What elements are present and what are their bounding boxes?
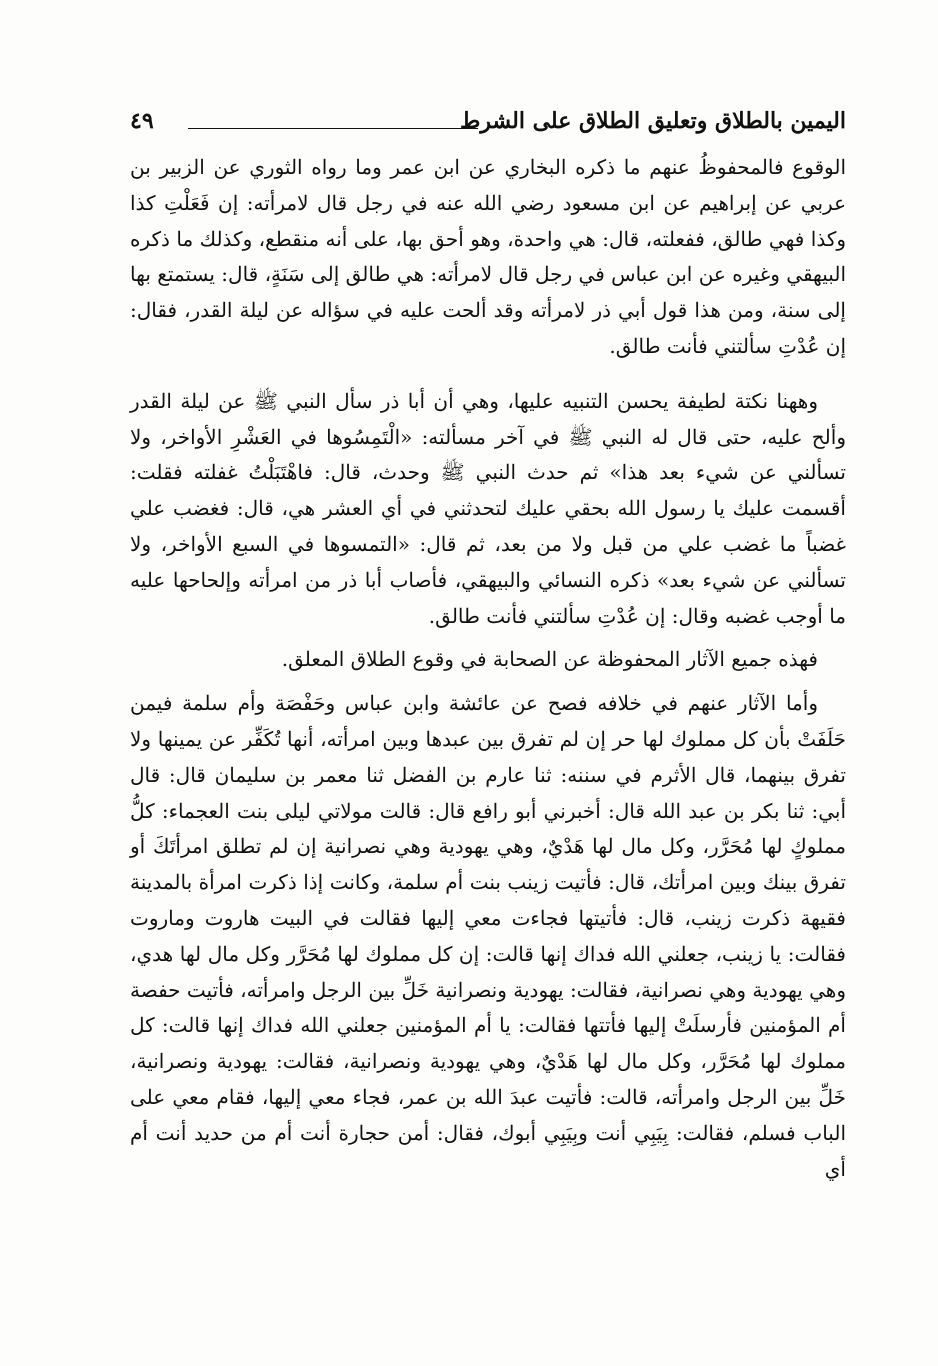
page-number: ٤٩ xyxy=(130,108,154,134)
header-rule xyxy=(188,128,478,129)
paragraph-2: وههنا نكتة لطيفة يحسن التنبيه عليها، وهي أن أبا ذر سأل النبي ﷺ عن ليلة القدر وألح عليه، حتى قال له النبي ﷺ في آخر مسألته: «الْتَمِسُوها في العَشْرِ الأواخر، ولا تسألني عن شيء بعد هذا» ثم حدث النبي ﷺ وحدث، قال: فاهْتَبَلْتُ غفلته فقلت: أقسمت عليك يا رسول الله بحقي عليك لتحدثني في أي العشر هي، قال: فغضب علي غضباً ما غضب علي من قبل ولا من بعد، ثم قال: «التمسوها في السبع الأواخر، ولا تسألني عن شيء بعد» ذكره النسائي والبيهقي، فأصاب أبا ذر من امرأته وإلحاحها عليه ما أوجب غضبه وقال: إن عُدْتِ سألتني فأنت طالق. xyxy=(130,388,846,628)
page-header xyxy=(130,108,846,148)
page-body xyxy=(130,150,846,1187)
paragraph-3: فهذه جميع الآثار المحفوظة عن الصحابة في وقوع الطلاق المعلق. xyxy=(281,647,818,672)
paragraph-4: وأما الآثار عنهم في خلافه فصح عن عائشة وابن عباس وحَفْصَة وأم سلمة فيمن حَلَفَتْ بأن كل مملوك لها حر إن لم تفرق بين عبدها وبين امرأته، أنها تُكَفِّر عن يمينها ولا تفرق بينهما، قال الأثرم في سننه: ثنا عارم بن الفضل ثنا معمر بن سليمان قال: قال أبي: ثنا بكر بن عبد الله قال: أخبرني أبو رافع قال: قالت مولاتي ليلى بنت العجماء: كلُّ مملوكٍ لها مُحَرَّر، وكل مال لها هَدْيٌ، وهي يهودية وهي نصرانية إن لم تطلق امرأتَكَ أو تفرق بينك وبين امرأتك، قال: فأتيت زينب بنت أم سلمة، وكانت إذا ذكرت امرأة بالمدينة فقيهة ذكرت زينب، قال: فأتيتها فجاءت معي إليها فقالت في البيت هاروت وماروت فقالت: يا زينب، جعلني الله فداك إنها قالت: إن كل مملوك لها مُحَرَّر وكل مال لها هدي، وهي يهودية وهي نصرانية، فقالت: يهودية ونصرانية خَلِّ بين الرجل وامرأته، فأتيت حفصة أم المؤمنين فأرسلَتْ إليها فأتتها فقالت: يا أم المؤمنين جعلني الله فداك إنها قالت: كل مملوك لها مُحَرَّر، وكل مال لها هَدْيٌ، وهي يهودية ونصرانية، فقالت: يهودية ونصرانية، خَلِّ بين الرجل وامرأته، قالت: فأتيت عبدَ الله بن عمر، فجاء معي إليها، فقام معي على الباب فسلم، فقالت: بِيَبِي أنت وبِيَبِي أبوك، فقال: أمن حجارة أنت أم من حديد أنت أم أي xyxy=(130,691,846,1181)
paragraph-1: الوقوع فالمحفوظُ عنهم ما ذكره البخاري عن ابن عمر وما رواه الثوري عن الزبير بن عربي عن إبراهيم عن ابن مسعود رضي الله عنه في رجل قال لامرأته: إن فَعَلْتِ كذا وكذا فهي طالق، ففعلته، قال: هي واحدة، وهو أحق بها، على أنه منقطع، وكذلك ما ذكره البيهقي وغيره عن ابن عباس في رجل قال لامرأته: هي طالق إلى سَنَةٍ، قال: يستمتع بها إلى سنة، ومن هذا قول أبي ذر لامرأته وقد ألحت عليه في سؤاله عن ليلة القدر، فقال: إن عُدْتِ سألتني فأنت طالق. xyxy=(130,155,846,358)
running-title: اليمين بالطلاق وتعليق الطلاق على الشرط xyxy=(460,108,846,134)
